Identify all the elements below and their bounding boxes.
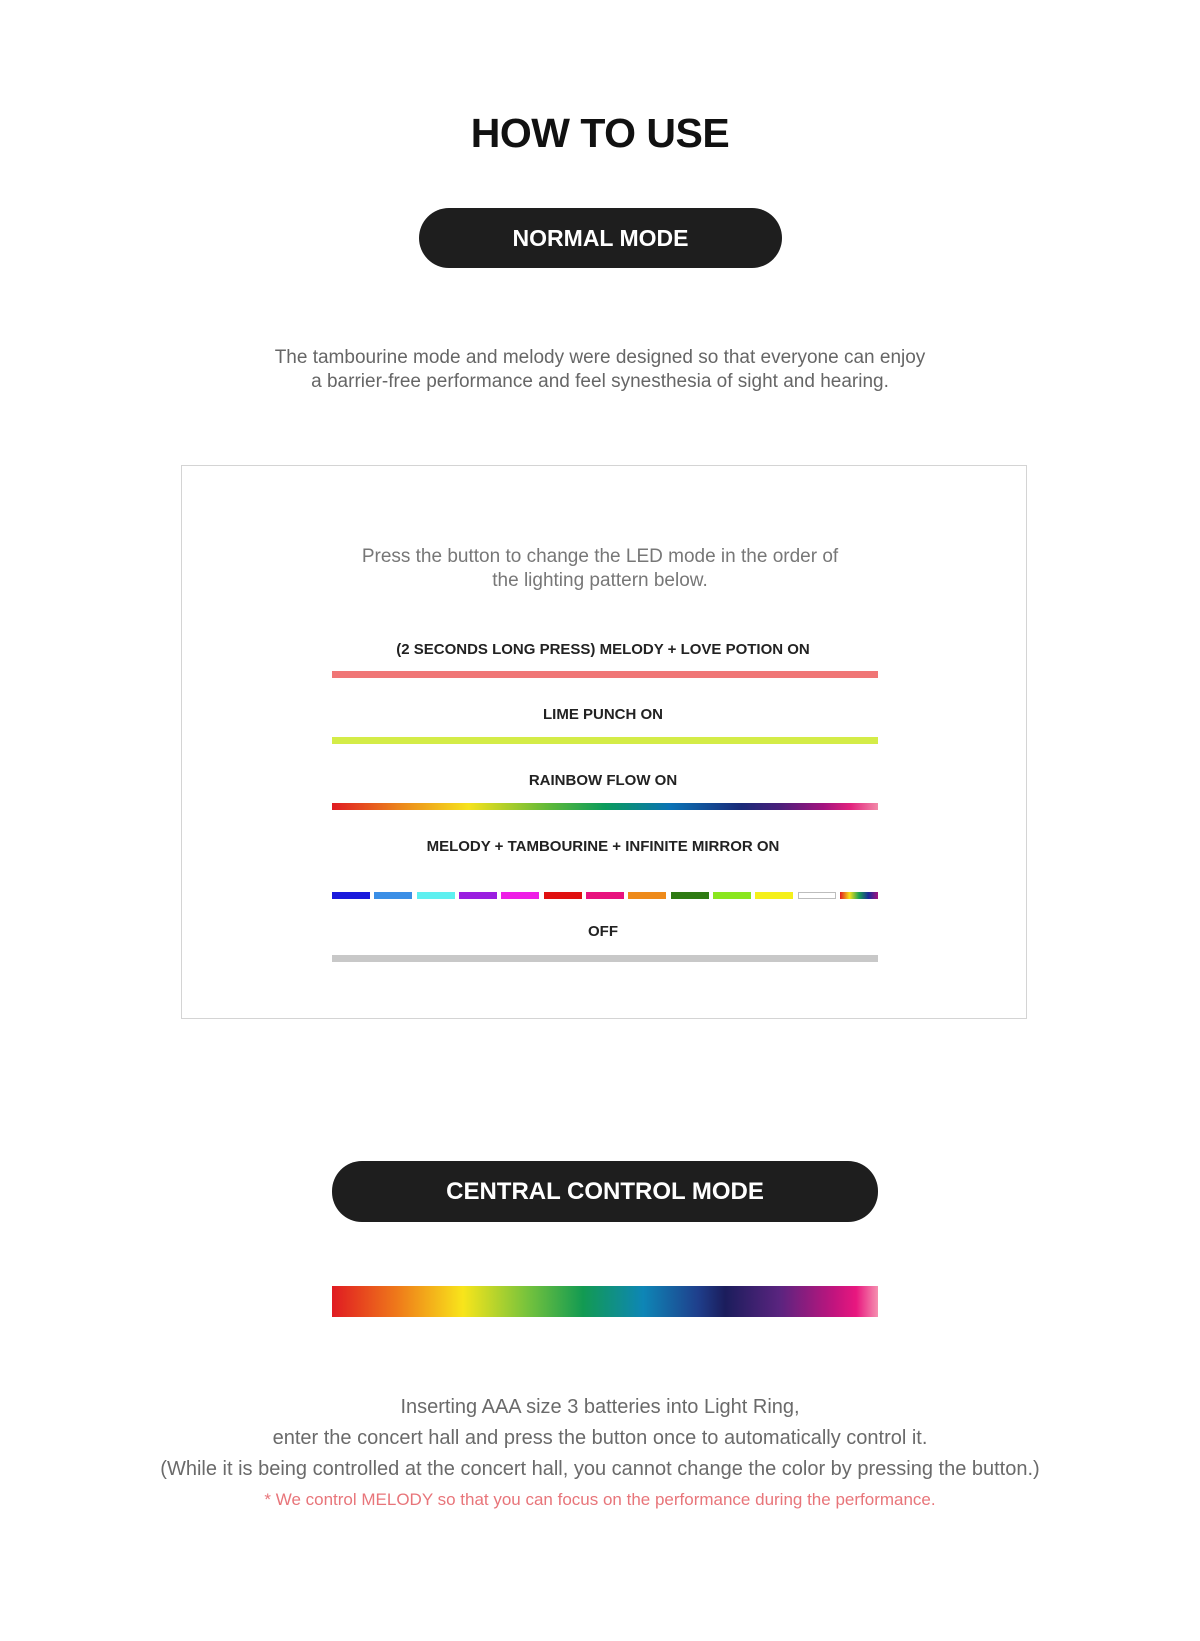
page-title: HOW TO USE [470, 110, 730, 156]
bar-lime-punch [332, 737, 878, 744]
central-line-2: enter the concert hall and press the button once to automatically control it. [272, 1427, 928, 1449]
normal-mode-button: NORMAL MODE [419, 208, 782, 268]
dash-row-infinite-mirror [332, 892, 878, 899]
color-dash [501, 892, 539, 899]
color-dash [840, 892, 878, 899]
color-dash [332, 892, 370, 899]
color-dash [798, 892, 836, 899]
step-label-infinite-mirror: MELODY + TAMBOURINE + INFINITE MIRROR ON [426, 838, 780, 855]
bar-love-potion [332, 671, 878, 678]
normal-mode-intro [150, 346, 1050, 394]
central-line-1: Inserting AAA size 3 batteries into Light Ring, [400, 1396, 800, 1418]
color-dash [459, 892, 497, 899]
color-dash [586, 892, 624, 899]
color-dash [755, 892, 793, 899]
step-label-love-potion: (2 SECONDS LONG PRESS) MELODY + LOVE POTION ON [396, 641, 810, 658]
central-note: * We control MELODY so that you can focus on the performance during the performance. [264, 1490, 936, 1509]
color-dash [544, 892, 582, 899]
color-dash [374, 892, 412, 899]
color-dash [417, 892, 455, 899]
bar-off [332, 955, 878, 962]
step-label-rainbow-flow: RAINBOW FLOW ON [528, 772, 678, 789]
bar-rainbow-flow [332, 803, 878, 810]
intro-line-1: The tambourine mode and melody were designed so that everyone can enjoy [274, 347, 926, 368]
intro-line-2: a barrier-free performance and feel synesthesia of sight and hearing. [311, 371, 889, 392]
step-label-lime-punch: LIME PUNCH ON [543, 706, 663, 723]
panel-instruction [300, 545, 900, 593]
instruction-line-1: Press the button to change the LED mode in the order of [361, 546, 839, 567]
color-dash [713, 892, 751, 899]
step-label-off: OFF [588, 923, 618, 940]
color-dash [628, 892, 666, 899]
central-control-mode-button: CENTRAL CONTROL MODE [332, 1161, 878, 1222]
color-dash [671, 892, 709, 899]
central-rainbow-bar [332, 1286, 878, 1317]
instruction-line-2: the lighting pattern below. [492, 570, 708, 591]
central-line-3: (While it is being controlled at the concert hall, you cannot change the color by pressing the button.) [160, 1458, 1040, 1480]
